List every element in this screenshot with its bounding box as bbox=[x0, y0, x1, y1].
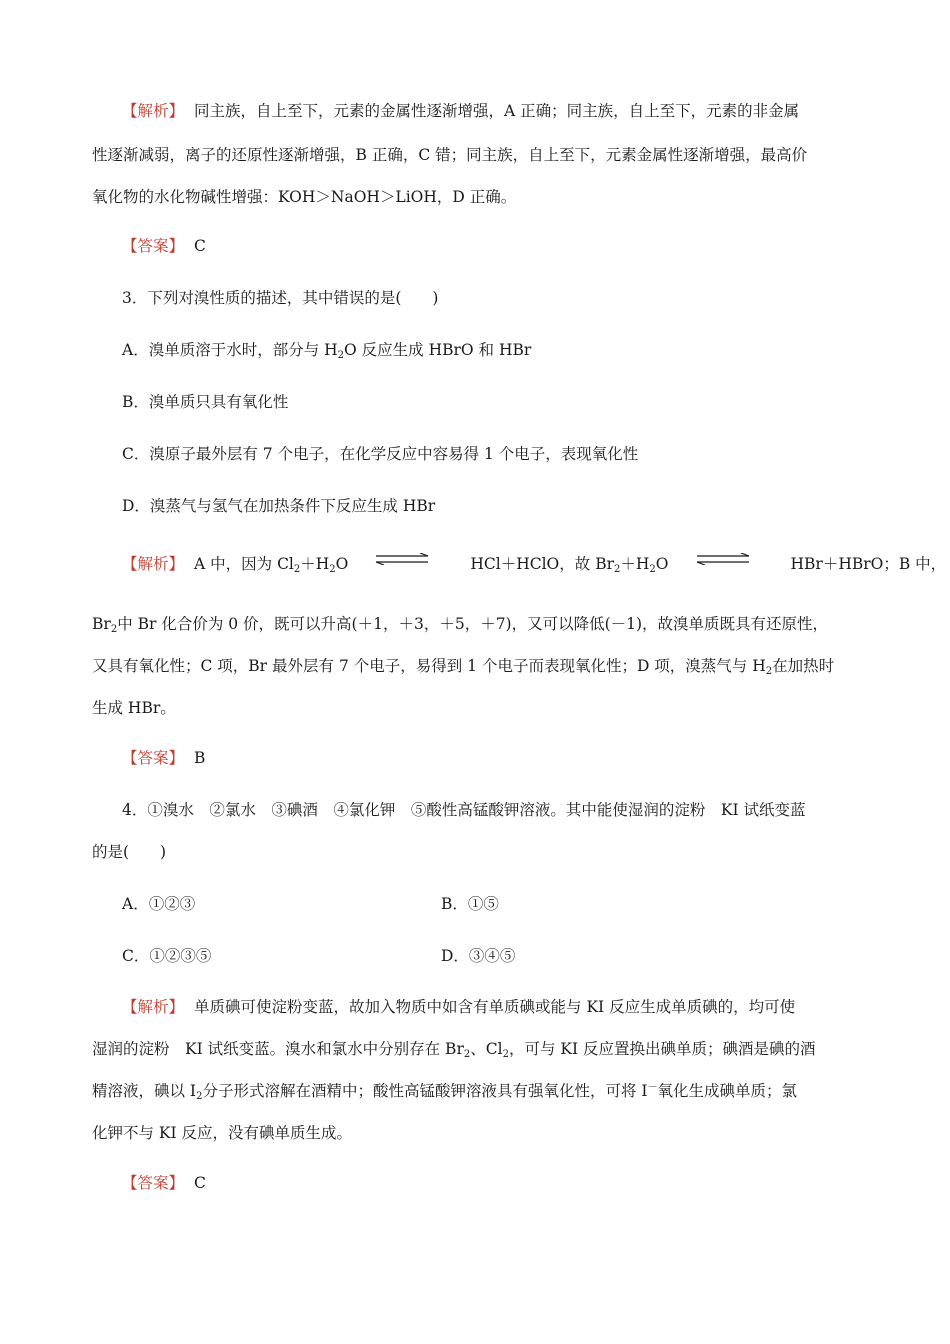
question-3-option-a bbox=[122, 340, 531, 360]
equation-text: O bbox=[655, 555, 669, 573]
equation-text: ＋H bbox=[620, 555, 650, 573]
answer-tag: 【答案】 bbox=[122, 749, 185, 767]
question-3-option-b: B．溴单质只具有氧化性 bbox=[122, 393, 289, 411]
answer-3 bbox=[122, 1173, 206, 1193]
answer-value: C bbox=[194, 1174, 206, 1192]
subscript: 2 bbox=[765, 666, 773, 677]
equation-text: HCl＋HClO，故 Br bbox=[470, 555, 614, 573]
subscript: 2 bbox=[293, 564, 301, 575]
text: Br bbox=[92, 615, 111, 633]
analysis-2-line-4: 生成 HBr。 bbox=[92, 699, 176, 717]
subscript: 2 bbox=[502, 1049, 509, 1060]
equation-text: O bbox=[335, 555, 349, 573]
analysis-1-line-1 bbox=[122, 101, 799, 121]
analysis-1-line-3: 氧化物的水化物碱性增强：KOH＞NaOH＞LiOH，D 正确。 bbox=[92, 188, 517, 206]
superscript: － bbox=[647, 1082, 658, 1093]
option-text: O 反应生成 HBrO 和 HBr bbox=[344, 341, 532, 359]
analysis-text: 单质碘可使淀粉变蓝，故加入物质中如含有单质碘或能与 KI 反应生成单质碘的，均可使 bbox=[194, 998, 796, 1016]
analysis-tag: 【解析】 bbox=[122, 555, 185, 573]
subscript: 2 bbox=[614, 564, 621, 575]
equilibrium-arrow-icon bbox=[374, 553, 430, 565]
equation-text: ＋H bbox=[300, 555, 330, 573]
equation-text: A 中，因为 Cl bbox=[194, 555, 294, 573]
question-3-option-c: C．溴原子最外层有 7 个电子，在化学反应中容易得 1 个电子，表现氧化性 bbox=[122, 445, 639, 463]
text: 精溶液，碘以 I bbox=[92, 1082, 197, 1100]
question-3-option-d: D．溴蒸气与氢气在加热条件下反应生成 HBr bbox=[122, 497, 436, 515]
analysis-text: 同主族，自上至下，元素的金属性逐渐增强，A 正确；同主族，自上至下，元素的非金属 bbox=[194, 102, 800, 120]
subscript: 2 bbox=[110, 624, 118, 635]
subscript: 2 bbox=[329, 564, 336, 575]
analysis-2-line-2 bbox=[92, 614, 828, 634]
analysis-tag: 【解析】 bbox=[122, 102, 185, 120]
question-4-option-d: D．③④⑤ bbox=[441, 947, 516, 965]
text: ，可与 KI 反应置换出碘单质；碘酒是碘的酒 bbox=[508, 1040, 816, 1058]
answer-tag: 【答案】 bbox=[122, 1174, 185, 1192]
equilibrium-arrow-icon bbox=[695, 553, 751, 565]
text: 又具有氧化性；C 项，Br 最外层有 7 个电子，易得到 1 个电子而表现氧化性；D 项，溴蒸气与 H bbox=[92, 657, 766, 675]
option-text: A．溴单质溶于水时，部分与 H bbox=[122, 341, 338, 359]
text: 分子形式溶解在酒精中；酸性高锰酸钾溶液具有强氧化性，可将 I bbox=[202, 1082, 648, 1100]
answer-2 bbox=[122, 748, 205, 768]
text: 氧化生成碘单质；氯 bbox=[657, 1082, 798, 1100]
question-4-stem-line-2: 的是( ) bbox=[92, 843, 167, 861]
question-4-option-b: B．①⑤ bbox=[441, 895, 499, 913]
analysis-2-line-1 bbox=[122, 553, 946, 574]
analysis-2-line-3 bbox=[92, 656, 834, 676]
text: 、Cl bbox=[470, 1040, 503, 1058]
answer-tag: 【答案】 bbox=[122, 237, 185, 255]
text: 湿润的淀粉 KI 试纸变蓝。溴水和氯水中分别存在 Br bbox=[92, 1040, 464, 1058]
answer-value: C bbox=[194, 237, 206, 255]
subscript: 2 bbox=[196, 1091, 203, 1102]
analysis-3-line-3 bbox=[92, 1081, 797, 1101]
text: 在加热时 bbox=[772, 657, 835, 675]
question-4-option-a: A．①②③ bbox=[122, 895, 196, 913]
analysis-3-line-2 bbox=[92, 1039, 816, 1059]
question-4-option-c: C．①②③⑤ bbox=[122, 947, 212, 965]
analysis-tag: 【解析】 bbox=[122, 998, 185, 1016]
analysis-1-line-2: 性逐渐减弱，离子的还原性逐渐增强，B 正确，C 错；同主族，自上至下，元素金属性逐渐增强，最高价 bbox=[92, 146, 808, 164]
analysis-3-line-4: 化钾不与 KI 反应，没有碘单质生成。 bbox=[92, 1124, 353, 1142]
question-4-stem-line-1: 4．①溴水 ②氯水 ③碘酒 ④氯化钾 ⑤酸性高锰酸钾溶液。其中能使湿润的淀粉 KI 试纸变蓝 bbox=[122, 801, 806, 819]
answer-value: B bbox=[194, 749, 206, 767]
subscript: 2 bbox=[337, 350, 345, 361]
answer-1 bbox=[122, 236, 206, 256]
subscript: 2 bbox=[649, 564, 656, 575]
question-3-stem: 3．下列对溴性质的描述，其中错误的是( ) bbox=[122, 289, 439, 307]
text: 中 Br 化合价为 0 价，既可以升高(＋1，＋3，＋5，＋7)，又可以降低(－1)，故溴单质既具有还原性， bbox=[117, 615, 829, 633]
equation-text: HBr＋HBrO；B 中， bbox=[790, 555, 947, 573]
analysis-3-line-1 bbox=[122, 997, 795, 1017]
subscript: 2 bbox=[463, 1049, 471, 1060]
